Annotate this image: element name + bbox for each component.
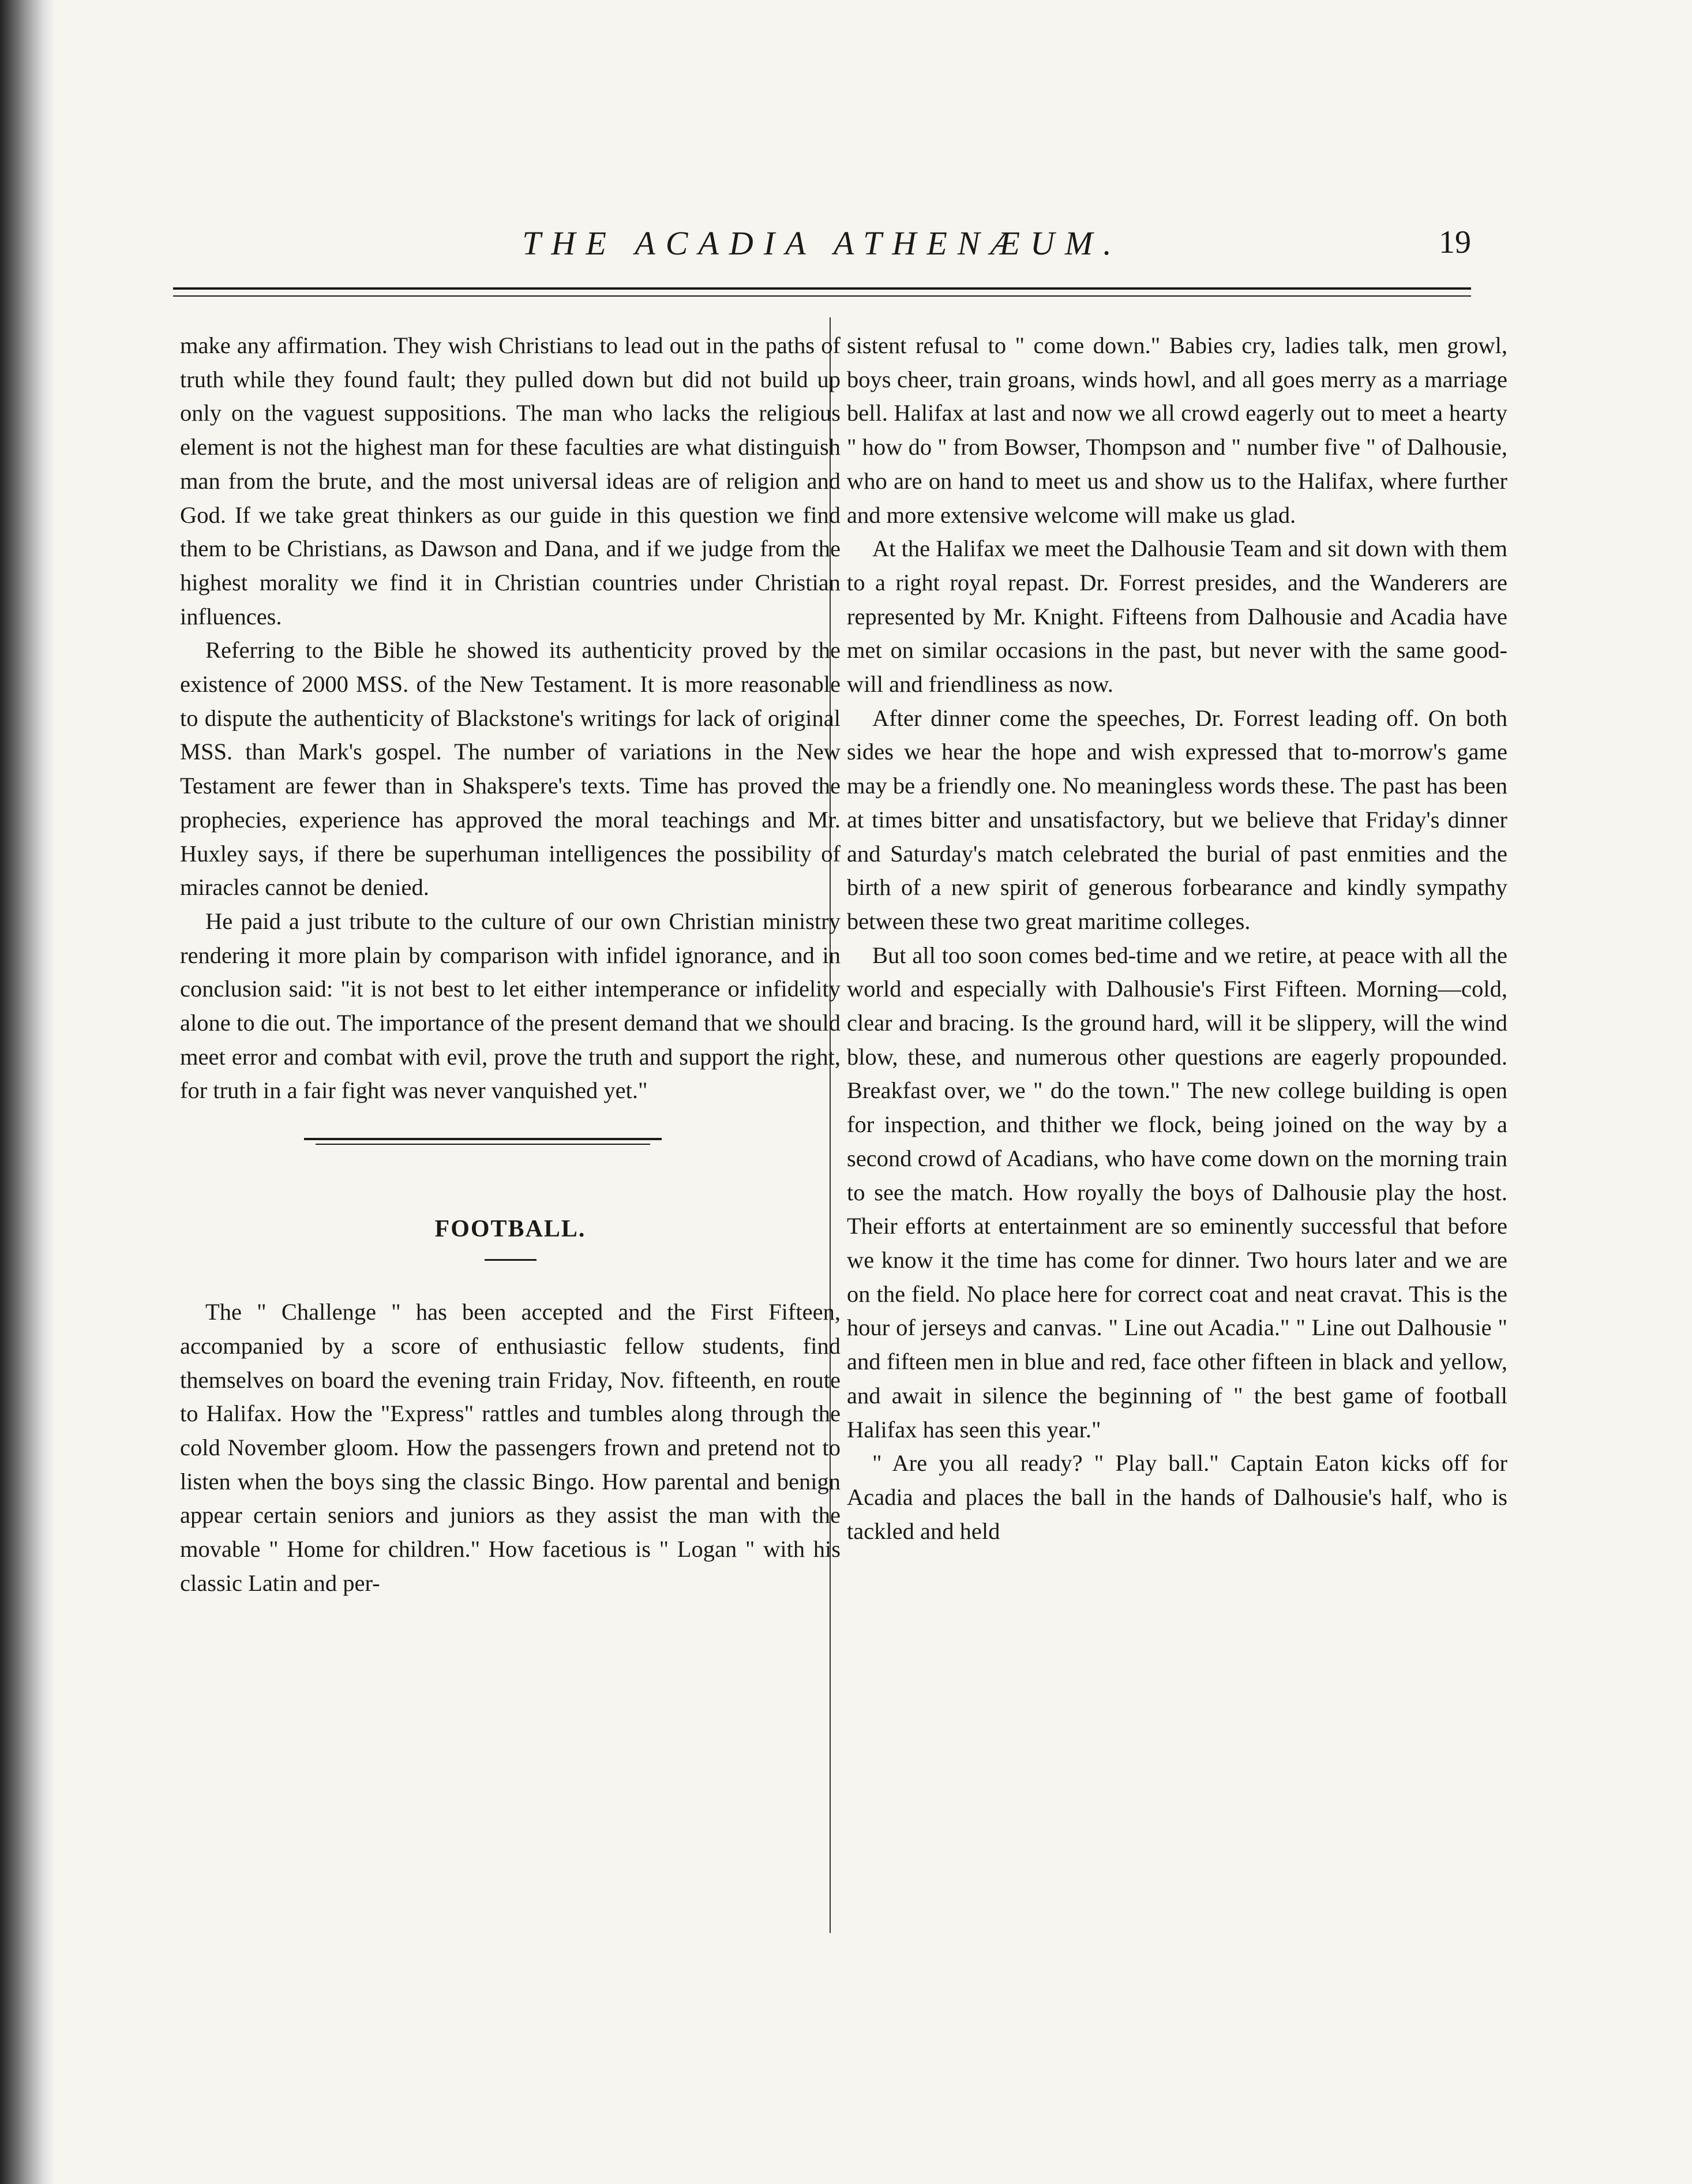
paragraph: He paid a just tribute to the culture of our own Christian ministry rendering it more plain by comparison with infidel ignorance, and in conclusion said: "it is not best to let either intemperance or infidelity alone to die out. The importance of the present demand that we should meet error and combat with evil, prove the truth and support the right, for truth in a fair fight was never vanquished yet." <box>180 908 841 1104</box>
left-column <box>180 329 841 1601</box>
paragraph: Referring to the Bible he showed its authenticity proved by the existence of 2000 MSS. of the New Testament. It is more reasonable to dispute the authenticity of Blackstone's writings for lack of original MSS. than Mark's gospel. The number of variations in the New Testament are fewer than in Shakspere's texts. Time has proved the prophecies, experience has approved the moral teachings and Mr. Huxley says, if there be superhuman intelligences the possibility of miracles cannot be denied. <box>180 637 841 901</box>
header-rule-thin <box>173 295 1471 297</box>
binding-edge <box>0 0 55 2184</box>
section-heading: FOOTBALL. <box>434 1216 586 1243</box>
paragraph: After dinner come the speeches, Dr. Forrest leading off. On both sides we hear the hope and wish expressed that to-morrow's game may be a friendly one. No meaningless words these. The past has been at times bitter and unsatisfactory, but we believe that Friday's dinner and Saturday's match celebrated the burial of past enmities and the birth of a new spirit of generous forbearance and kindly sympathy between these two great maritime colleges. <box>847 705 1507 934</box>
paragraph: sistent refusal to " come down." Babies cry, ladies talk, men growl, boys cheer, train groans, winds howl, and all goes merry as a marriage bell. Halifax at last and now we all crowd eagerly out to meet a hearty " how do " from Bowser, Thompson and " number five " of Dalhousie, who are on hand to meet us and show us to the Halifax, where further and more extensive welcome will make us glad. <box>847 332 1507 528</box>
paragraph: At the Halifax we meet the Dalhousie Team and sit down with them to a right royal repast. Dr. Forrest presides, and the Wanderers are represented by Mr. Knight. Fifteens from Dalhousie and Acadia have met on similar occasions in the past, but never with the same good-will and friendliness as now. <box>847 535 1507 698</box>
heading-rule <box>485 1259 537 1261</box>
right-column <box>847 329 1507 1548</box>
paragraph: " Are you all ready? " Play ball." Captain Eaton kicks off for Acadia and places the ball in the hands of Dalhousie's half, who is tackled and held <box>847 1450 1507 1544</box>
paragraph: make any affirmation. They wish Christians to lead out in the paths of truth while they found fault; they pulled down but did not build up only on the vaguest suppositions. The man who lacks the religious element is not the highest man for these faculties are what distinguish man from the brute, and the most universal ideas are of religion and God. If we take great thinkers as our guide in this question we find them to be Christians, as Dawson and Dana, and if we judge from the highest morality we find it in Christian countries under Christian influences. <box>180 332 841 630</box>
paragraph: The " Challenge " has been accepted and the First Fifteen, accompanied by a score of enthusiastic fellow students, find themselves on board the evening train Friday, Nov. fifteenth, en route to Halifax. How the "Express" rattles and tumbles along through the cold November gloom. How the passengers frown and pretend not to listen when the boys sing the classic Bingo. How parental and benign appear certain seniors and juniors as they assist the man with the movable " Home for children." How facetious is " Logan " with his classic Latin and per- <box>180 1299 841 1596</box>
journal-title: THE ACADIA ATHENÆUM. <box>522 224 1122 262</box>
section-divider <box>180 1108 841 1177</box>
header-rule <box>173 287 1471 290</box>
page-number: 19 <box>1439 224 1471 260</box>
paragraph: But all too soon comes bed-time and we retire, at peace with all the world and especially with Dalhousie's First Fifteen. Morning—cold, clear and bracing. Is the ground hard, will it be slippery, will the wind blow, these, and numerous other questions are eagerly propounded. Breakfast over, we " do the town." The new college building is open for inspection, and thither we flock, being joined on the way by a second crowd of Acadians, who have come down on the morning train to see the match. How royally the boys of Dalhousie play the host. Their efforts at entertainment are so eminently successful that before we know it the time has come for dinner. Two hours later and we are on the field. No place here for correct coat and neat cravat. This is the hour of jerseys and canvas. " Line out Acadia." " Line out Dalhousie " and fifteen men in blue and red, face other fifteen in black and yellow, and await in silence the beginning of " the best game of football Halifax has seen this year." <box>847 942 1507 1443</box>
running-head <box>173 224 1471 270</box>
